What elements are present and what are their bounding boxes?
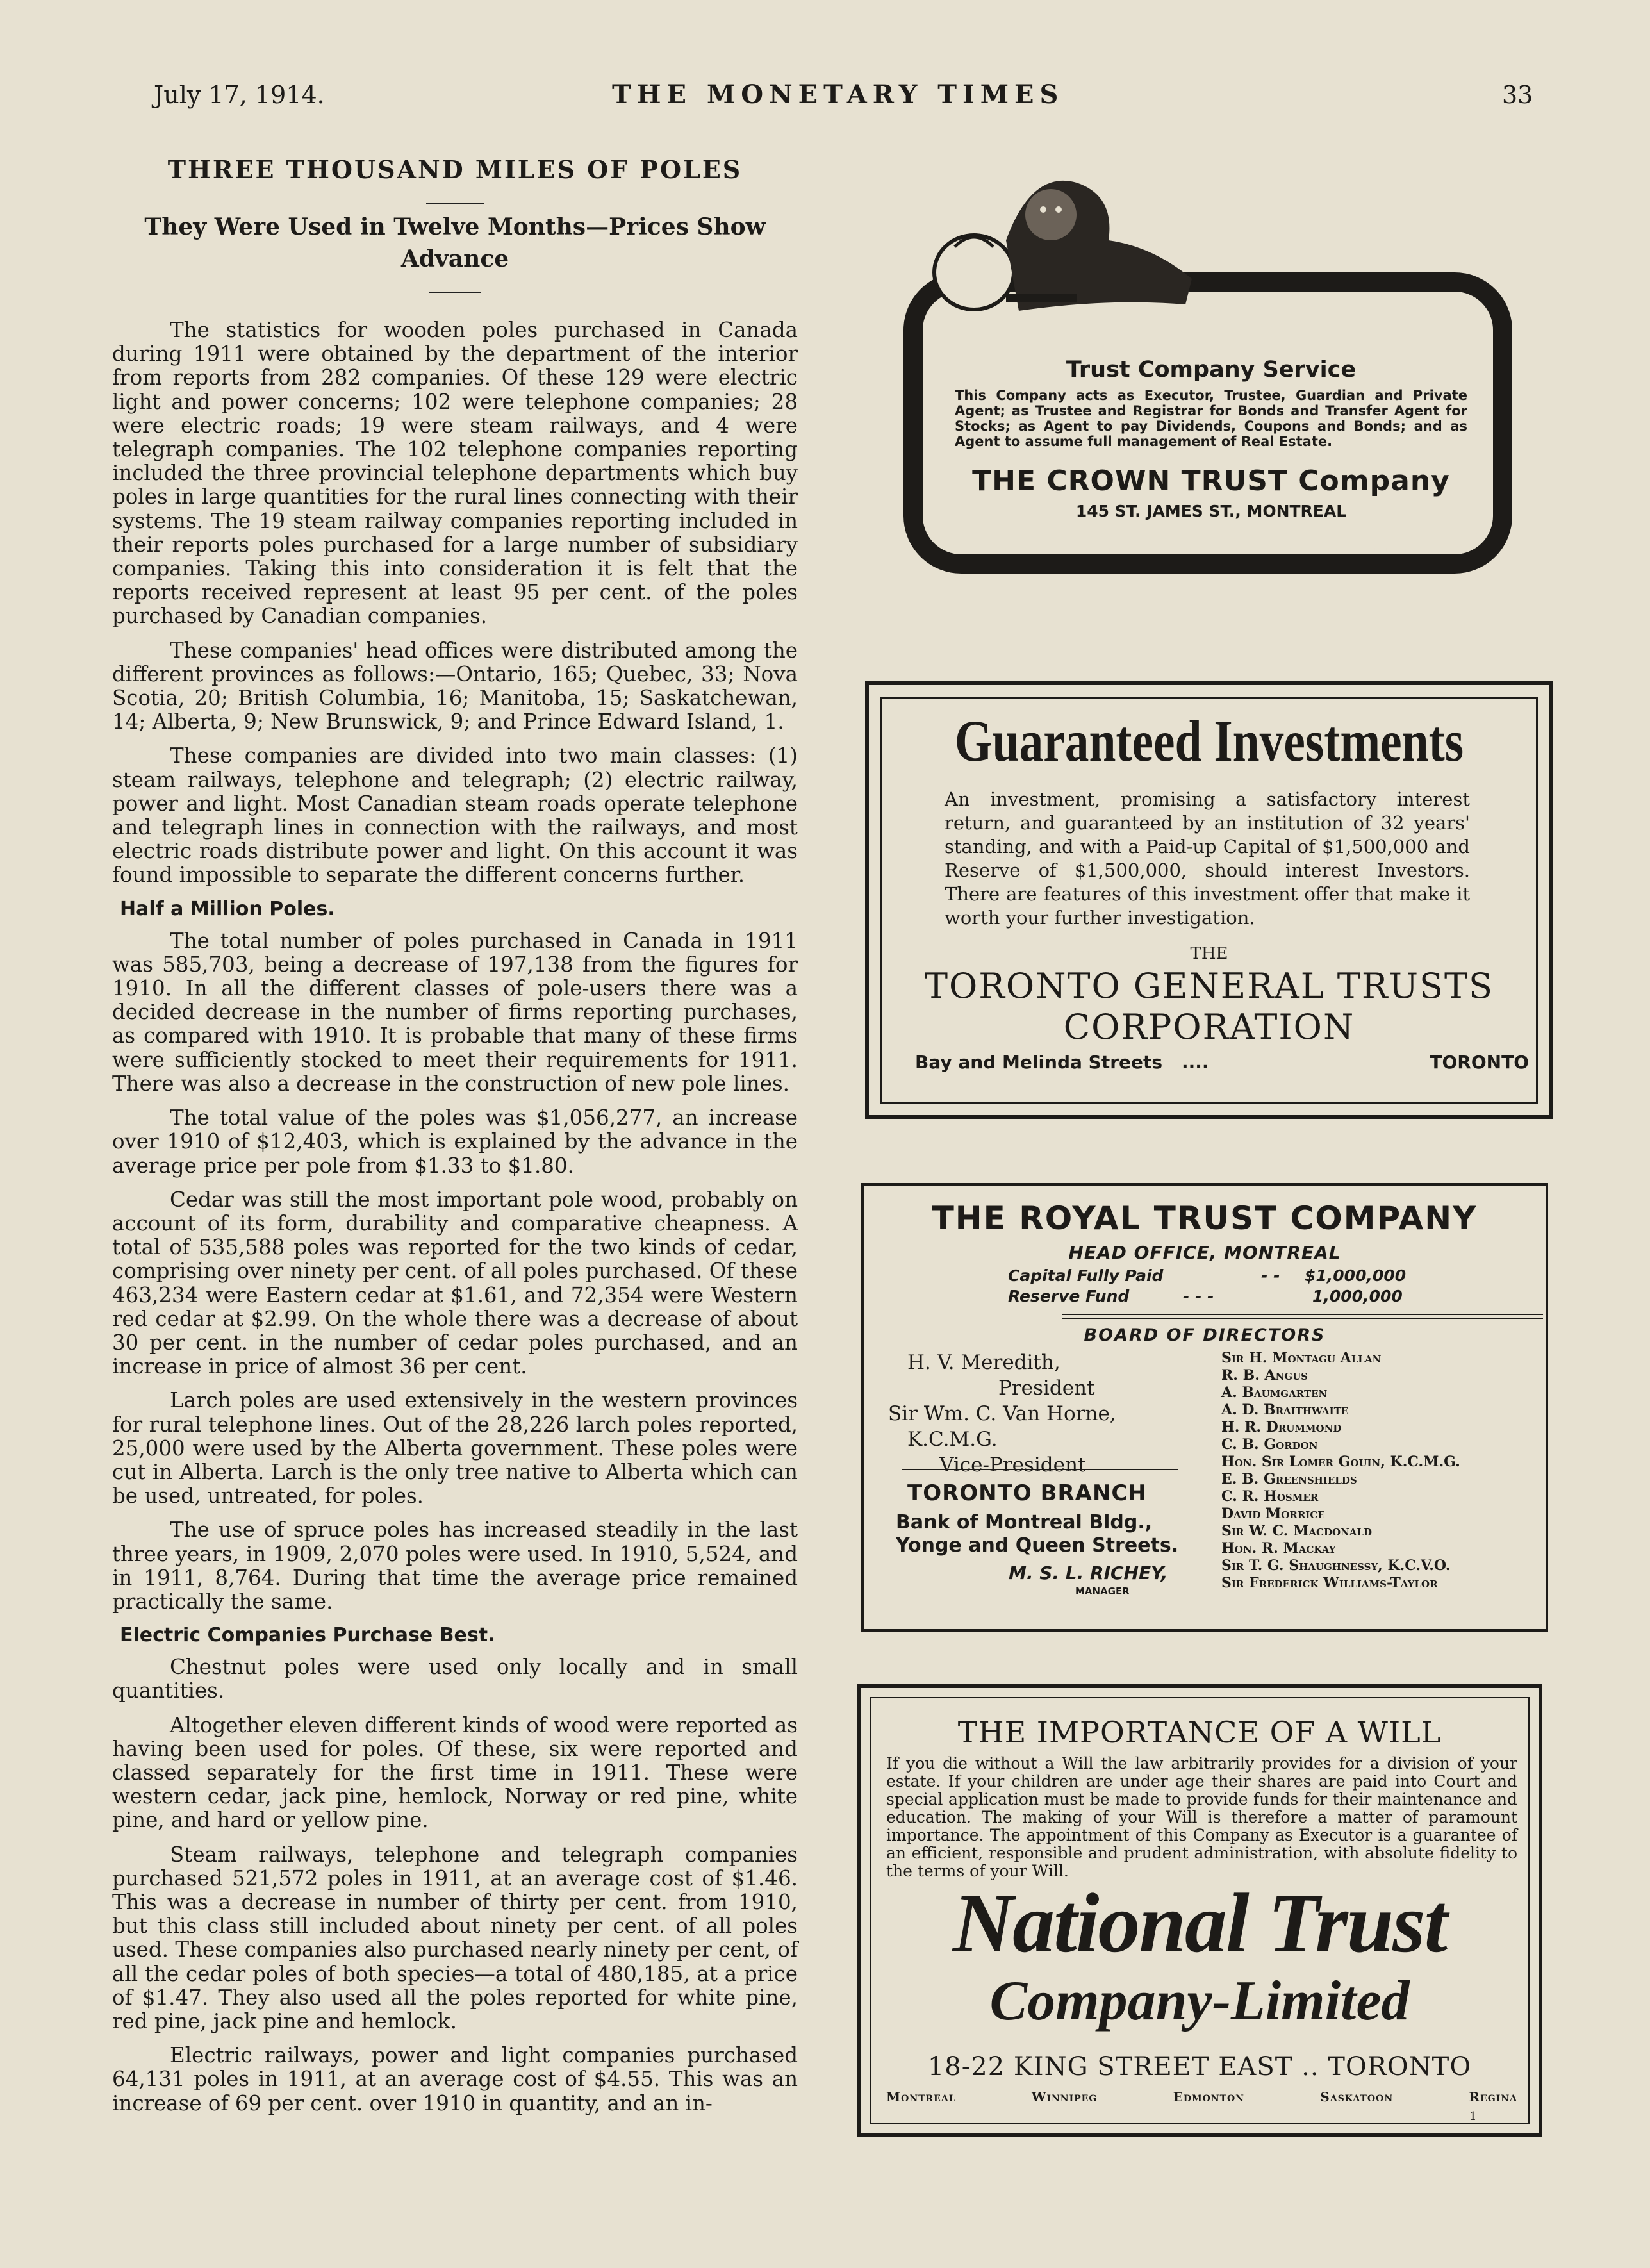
article-paragraph: Electric railways, power and light companies purchased 64,131 poles in 1911, at an average cost of $4.55. This was an increase of 69 per cent. over 1910 in quantity, and an in- xyxy=(112,2043,798,2115)
capital-value: $1,000,000 xyxy=(1305,1266,1407,1285)
crown-ad-body: This Company acts as Executor, Trustee, Guardian and Private Agent; as Trustee and Registrar for Bonds and Transfer Agent for Stocks; as Agent to pay Dividends, Coupons and Bonds; and as Agent to assume full management of Real Estate. xyxy=(955,388,1467,449)
crown-ad-name: THE CROWN TRUST Company xyxy=(972,465,1450,497)
directors-list xyxy=(1221,1350,1460,1592)
crown-ad-address: 145 ST. JAMES ST., MONTREAL xyxy=(1075,502,1347,520)
royal-ad-title: THE ROYAL TRUST COMPANY xyxy=(932,1200,1478,1237)
divider xyxy=(1062,1318,1543,1319)
branch-heading: TORONTO BRANCH xyxy=(907,1480,1147,1506)
article-title: THREE THOUSAND MILES OF POLES xyxy=(167,155,743,184)
article-paragraph: Altogether eleven different kinds of wood were reported as having been used for poles. Of these, six were reported and classed separately for the first time in 1911. These were western cedar, jack pine, hemlock, Norway or red pine, white pine, and hard or yellow pine. xyxy=(112,1712,798,1833)
officer-line: President xyxy=(998,1377,1095,1400)
city: Regina xyxy=(1469,2089,1517,2105)
toronto-ad-the: THE xyxy=(1190,944,1228,963)
national-ad-body: If you die without a Will the law arbitrarily provides for a division of your estate. If your children are under age their shares are paid into Court and special application must be made to provide funds for their maintenance and education. The making of your Will is therefore a matter of paramount importance. The appointment of this Company as Executor is a guarantee of an efficient, responsible and prudent administration, with absolute fidelity to the terms of your Will. xyxy=(886,1754,1517,1880)
board-heading: BOARD OF DIRECTORS xyxy=(1084,1325,1326,1345)
director: Sir T. G. Shaughnessy, K.C.V.O. xyxy=(1221,1557,1451,1574)
page-number: 33 xyxy=(1502,81,1533,109)
toronto-ad-name xyxy=(869,966,1549,1048)
director: A. D. Braithwaite xyxy=(1221,1402,1349,1418)
divider xyxy=(429,292,481,293)
national-ad-address: 18-22 KING STREET EAST .. TORONTO xyxy=(927,2052,1472,2082)
header-title: THE MONETARY TIMES xyxy=(612,79,1064,110)
article-paragraph: These companies are divided into two main classes: (1) steam railways, telephone and telegraph; (2) electric railway, power and light. Most Canadian steam roads operate telephone and telegraph lines in connection with the railways, and most electric roads distribute power and light. On this account it was found impossible to separate the different concerns further. xyxy=(112,743,798,888)
royal-trust-ad xyxy=(861,1183,1548,1632)
officer-line: Sir Wm. C. Van Horne, xyxy=(888,1402,1116,1425)
toronto-ad-title: Guaranteed Investments xyxy=(954,708,1464,774)
toronto-ad-body: An investment, promising a satisfactory interest return, and guaranteed by an institution of 32 years' standing, and with a Paid-up Capital of $1,500,000 and Reserve of $1,500,000, should interest Investors. There are features of this investment offer that make it worth your further investigation. xyxy=(945,788,1470,929)
director: Sir Frederick Williams-Taylor xyxy=(1221,1575,1438,1591)
divider xyxy=(902,1469,1178,1470)
reserve-label: Reserve Fund xyxy=(1008,1287,1130,1305)
director: Sir H. Montagu Allan xyxy=(1221,1350,1382,1366)
crown-trust-ad xyxy=(884,163,1538,606)
capital-label: Capital Fully Paid xyxy=(1008,1266,1164,1285)
article-paragraph: The total number of poles purchased in Canada in 1911 was 585,703, being a decrease of 197,138 from the figures for 1910. In all the different classes of pole-users there was a decided decrease in the number of firms reporting purchases, as compared with 1910. It is probable that many of these firms were sufficiently stocked to meet their requirements for 1911. There was also a decrease in the construction of new pole lines. xyxy=(112,928,798,1096)
article-paragraph: These companies' head offices were distributed among the different provinces as follows:—Ontario, 165; Quebec, 33; Nova Scotia, 20; British Columbia, 16; Manitoba, 15; Saskatchewan, 14; Alberta, 9; New Brunswick, 9; and Prince Edward Island, 1. xyxy=(112,638,798,734)
city: Winnipeg xyxy=(1031,2089,1098,2105)
header-date: July 17, 1914. xyxy=(154,81,325,109)
toronto-ad-city: TORONTO xyxy=(1430,1052,1529,1073)
toronto-ad-name-line2: CORPORATION xyxy=(1063,1007,1355,1047)
branch-address-line2: Yonge and Queen Streets. xyxy=(896,1534,1179,1557)
branch-address-line1: Bank of Montreal Bldg., xyxy=(896,1511,1153,1534)
article-paragraph: Steam railways, telephone and telegraph companies purchased 521,572 poles in 1911, at an average cost of $1.46. This was a decrease in number of thirty per cent. from 1910, but this class still included about ninety per cent. of all poles used. These companies also purchased nearly ninety per cent, of all the cedar poles of both species—a total of 480,185, at a price of $1.47. They also used all the poles reported for white pine, red pine, jack pine and hemlock. xyxy=(112,1842,798,2033)
director: Hon. R. Mackay xyxy=(1221,1540,1336,1557)
director: R. B. Angus xyxy=(1221,1367,1308,1384)
capital-dashes: - - xyxy=(1261,1266,1280,1285)
director: C. B. Gordon xyxy=(1221,1436,1318,1453)
divider xyxy=(1062,1314,1543,1315)
article-paragraph: The statistics for wooden poles purchased in Canada during 1911 were obtained by the department of the interior from reports from 282 companies. Of these 129 were electric light and power concerns; 102 were telephone companies; 28 were electric roads; 19 were steam railways, and 4 were telegraph companies. The 102 telephone companies reporting included the three provincial telephone departments which buy poles in large quantities for the rural lines connecting with their systems. The 19 steam railway companies reporting included in their reports poles purchased for a large number of subsidiary companies. Taking this into consideration it is felt that the reports received represent at least 95 per cent. of the poles purchased by Canadian companies. xyxy=(112,318,798,629)
director: H. R. Drummond xyxy=(1221,1419,1342,1436)
city: Montreal xyxy=(886,2089,956,2105)
director: A. Baumgarten xyxy=(1221,1384,1328,1401)
reserve-value: 1,000,000 xyxy=(1312,1287,1403,1305)
branch-address xyxy=(896,1511,1178,1557)
officer-line: Vice-President xyxy=(939,1453,1086,1477)
officer-line: K.C.M.G. xyxy=(907,1428,998,1451)
reserve-dashes: - - - xyxy=(1183,1287,1214,1305)
toronto-ad-dots: .... xyxy=(1182,1052,1209,1073)
article-paragraph: Chestnut poles were used only locally and in small quantities. xyxy=(112,1655,798,1703)
crown-ad-title: Trust Company Service xyxy=(1066,357,1357,383)
national-trust-ad xyxy=(857,1684,1542,2137)
lion-icon xyxy=(929,163,1198,317)
royal-ad-head-office: HEAD OFFICE, MONTREAL xyxy=(1068,1242,1341,1263)
officers-list xyxy=(888,1350,1116,1478)
branch-manager-name: M. S. L. RICHEY, xyxy=(1009,1562,1168,1584)
national-ad-name-line2: Company-Limited xyxy=(989,1970,1410,2032)
director: David Morrice xyxy=(1221,1505,1325,1522)
footnote: 1 xyxy=(1469,2110,1477,2123)
officer-line: H. V. Meredith, xyxy=(907,1351,1060,1374)
toronto-ad-street: Bay and Melinda Streets xyxy=(915,1052,1163,1073)
toronto-general-trusts-ad xyxy=(865,681,1553,1119)
branch-cities xyxy=(886,2089,1517,2105)
article-column xyxy=(112,155,798,2126)
branch-manager-title: MANAGER xyxy=(1075,1585,1130,1597)
director: C. R. Hosmer xyxy=(1221,1488,1319,1505)
article-paragraph: Larch poles are used extensively in the western provinces for rural telephone lines. Out of the 28,226 larch poles reported, 25,000 were used by the Alberta government. These poles were cut in Alberta. Larch is the only tree native to Alberta which can be used, untreated, for poles. xyxy=(112,1388,798,1509)
director: Hon. Sir Lomer Gouin, K.C.M.G. xyxy=(1221,1453,1460,1470)
article-paragraph: The total value of the poles was $1,056,277, an increase over 1910 of $12,403, which is explained by the advance in the average price per pole from $1.33 to $1.80. xyxy=(112,1105,798,1178)
section-heading: Half a Million Poles. xyxy=(120,897,335,920)
divider xyxy=(426,203,484,204)
section-heading: Electric Companies Purchase Best. xyxy=(120,1624,495,1647)
article-subtitle: They Were Used in Twelve Months—Prices Show Advance xyxy=(144,213,766,272)
national-ad-name-line1: National Trust xyxy=(952,1876,1447,1970)
city: Edmonton xyxy=(1173,2089,1244,2105)
city: Saskatoon xyxy=(1320,2089,1394,2105)
director: E. B. Greenshields xyxy=(1221,1471,1357,1487)
article-paragraph: Cedar was still the most important pole wood, probably on account of its form, durability and comparative cheapness. A total of 535,588 poles was reported for the two kinds of cedar, comprising over ninety per cent. of all poles purchased. Of these 463,234 were Eastern cedar at $1.61, and 72,354 were Western red cedar at $2.99. On the whole there was a decrease of about 30 per cent. in the number of cedar poles purchased, and an increase in price of almost 36 per cent. xyxy=(112,1187,798,1379)
national-ad-title: THE IMPORTANCE OF A WILL xyxy=(957,1715,1442,1750)
toronto-ad-name-line1: TORONTO GENERAL TRUSTS xyxy=(924,966,1494,1006)
director: Sir W. C. Macdonald xyxy=(1221,1523,1372,1539)
article-paragraph: The use of spruce poles has increased steadily in the last three years, in 1909, 2,070 poles were used. In 1910, 5,524, and in 1911, 8,764. During that time the average price remained practically the same. xyxy=(112,1518,798,1614)
